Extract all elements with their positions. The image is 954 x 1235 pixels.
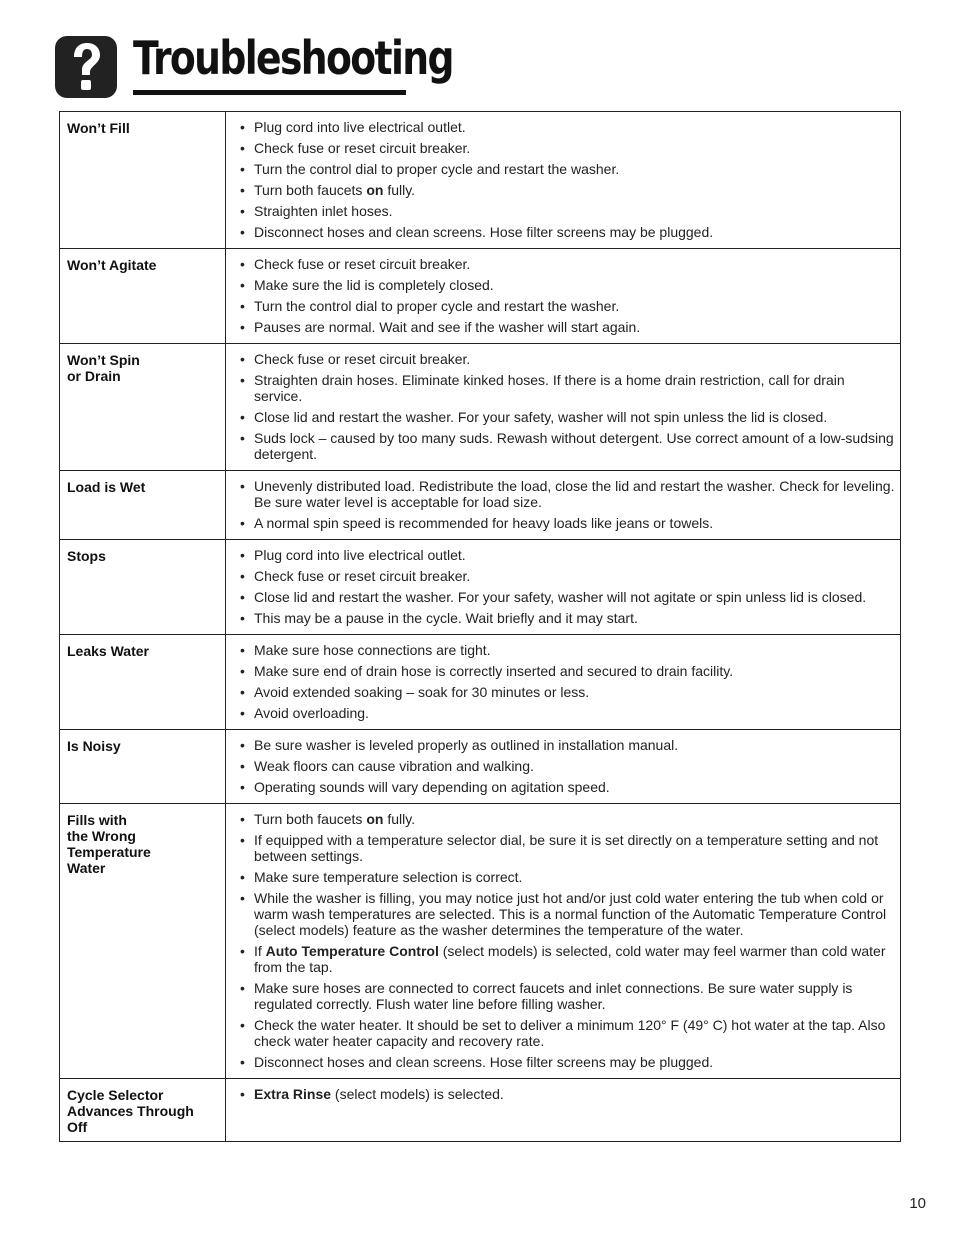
solution-text: Check fuse or reset circuit breaker.: [254, 568, 471, 584]
solution-text: Plug cord into live electrical outlet.: [254, 547, 466, 563]
title-underline: [133, 90, 406, 95]
solution-item: [239, 943, 896, 975]
solution-text: fully.: [383, 811, 416, 827]
solution-list: [239, 1086, 896, 1102]
problem-cell: [60, 804, 226, 1079]
solution-text: Turn both faucets: [254, 811, 367, 827]
problem-label: Water: [67, 860, 106, 876]
solution-text: Make sure end of drain hose is correctly inserted and secured to drain facility.: [254, 663, 734, 679]
table-row: [60, 540, 901, 635]
solutions-cell: [226, 635, 901, 730]
problem-cell: [60, 471, 226, 540]
solution-item: [239, 409, 896, 425]
page-title: Troubleshooting: [133, 31, 453, 85]
solution-text: Avoid overloading.: [254, 705, 369, 721]
solution-item: [239, 119, 896, 135]
solution-item: [239, 568, 896, 584]
table-row: [60, 471, 901, 540]
solution-item: [239, 737, 896, 753]
solution-item: [239, 203, 896, 219]
solution-list: [239, 256, 896, 335]
solution-item: [239, 161, 896, 177]
solution-list: [239, 478, 896, 531]
solutions-cell: [226, 730, 901, 804]
problem-label: Stops: [67, 548, 106, 564]
solutions-cell: [226, 804, 901, 1079]
solution-text: Pauses are normal. Wait and see if the washer will start again.: [254, 319, 641, 335]
problem-label: Is Noisy: [67, 738, 121, 754]
solution-item: [239, 515, 896, 531]
problem-cell: [60, 112, 226, 249]
problem-label: the Wrong: [67, 828, 136, 844]
solution-item: [239, 869, 896, 885]
solution-text: This may be a pause in the cycle. Wait briefly and it may start.: [254, 610, 638, 626]
solution-text: Check fuse or reset circuit breaker.: [254, 256, 471, 272]
solution-list: [239, 119, 896, 240]
table-row: [60, 730, 901, 804]
solution-text: Operating sounds will vary depending on agitation speed.: [254, 779, 610, 795]
problem-label: Off: [67, 1119, 88, 1135]
solution-item: [239, 351, 896, 367]
solution-text: Check the water heater. It should be set to deliver a minimum 120° F (49° C) hot water at the tap. Also check water heater capacity and recovery rate.: [254, 1017, 886, 1049]
problem-label: Won’t Fill: [67, 120, 130, 136]
table-row: [60, 1079, 901, 1142]
emphasis-text: Auto Temperature Control: [265, 943, 439, 959]
emphasis-text: Extra Rinse: [254, 1086, 332, 1102]
problem-label: Won’t Agitate: [67, 257, 157, 273]
solution-text: (select models) is selected.: [331, 1086, 504, 1102]
solution-item: [239, 684, 896, 700]
solution-item: [239, 224, 896, 240]
solution-list: [239, 642, 896, 721]
problem-label: Load is Wet: [67, 479, 146, 495]
solution-text: Straighten drain hoses. Eliminate kinked hoses. If there is a home drain restriction, call for drain service.: [254, 372, 845, 404]
solution-item: [239, 610, 896, 626]
problem-label: Fills with: [67, 812, 127, 828]
problem-label: or Drain: [67, 368, 121, 384]
solution-item: [239, 1054, 896, 1070]
problem-label: Cycle Selector: [67, 1087, 164, 1103]
solutions-cell: [226, 471, 901, 540]
solution-item: [239, 779, 896, 795]
solution-text: If equipped with a temperature selector dial, be sure it is set directly on a temperature setting and not between settings.: [254, 832, 879, 864]
table-row: [60, 344, 901, 471]
solution-item: [239, 1017, 896, 1049]
solution-text: While the washer is filling, you may notice just hot and/or just cold water entering the tub when cold or warm wash temperatures are selected. This is a normal function of the Automatic Temperature Control (select models) feature as the washer determines the temperature of the water.: [254, 890, 887, 938]
solutions-cell: [226, 112, 901, 249]
solutions-cell: [226, 1079, 901, 1142]
solution-item: [239, 298, 896, 314]
solutions-cell: [226, 249, 901, 344]
solution-item: [239, 478, 896, 510]
problem-cell: [60, 249, 226, 344]
solution-item: [239, 277, 896, 293]
solution-item: [239, 182, 896, 198]
solution-list: [239, 737, 896, 795]
solution-text: Check fuse or reset circuit breaker.: [254, 140, 471, 156]
solution-item: [239, 140, 896, 156]
troubleshooting-table: [59, 111, 901, 1142]
solution-item: [239, 663, 896, 679]
problem-label: Leaks Water: [67, 643, 149, 659]
table-row: [60, 804, 901, 1079]
solution-text: Unevenly distributed load. Redistribute the load, close the lid and restart the washer. Check for leveling. Be sure water level is acceptable for load size.: [254, 478, 895, 510]
table-row: [60, 249, 901, 344]
page-number: 10: [909, 1195, 926, 1212]
solution-item: [239, 832, 896, 864]
solution-list: [239, 811, 896, 1070]
solution-text: Make sure the lid is completely closed.: [254, 277, 494, 293]
solution-item: [239, 758, 896, 774]
solution-text: Be sure washer is leveled properly as outlined in installation manual.: [254, 737, 679, 753]
solution-text: Avoid extended soaking – soak for 30 minutes or less.: [254, 684, 590, 700]
solution-item: [239, 642, 896, 658]
solution-text: Disconnect hoses and clean screens. Hose filter screens may be plugged.: [254, 224, 714, 240]
table-row: [60, 112, 901, 249]
solution-item: [239, 589, 896, 605]
solution-item: [239, 980, 896, 1012]
solution-text: Weak floors can cause vibration and walking.: [254, 758, 534, 774]
emphasis-text: on: [366, 811, 384, 827]
solution-text: Plug cord into live electrical outlet.: [254, 119, 466, 135]
solution-item: [239, 811, 896, 827]
solution-text: fully.: [383, 182, 416, 198]
solution-item: [239, 547, 896, 563]
problem-label: Temperature: [67, 844, 151, 860]
solution-item: [239, 372, 896, 404]
solution-list: [239, 547, 896, 626]
solution-text: Suds lock – caused by too many suds. Rewash without detergent. Use correct amount of a low-sudsing detergent.: [254, 430, 894, 462]
problem-cell: [60, 540, 226, 635]
solution-item: [239, 256, 896, 272]
solution-text: Make sure hoses are connected to correct faucets and inlet connections. Be sure water supply is regulated correctly. Flush water line before filling washer.: [254, 980, 853, 1012]
solution-text: If: [254, 943, 266, 959]
solution-text: Check fuse or reset circuit breaker.: [254, 351, 471, 367]
table-row: [60, 635, 901, 730]
problem-label: Won’t Spin: [67, 352, 140, 368]
solution-item: [239, 1086, 896, 1102]
solutions-cell: [226, 344, 901, 471]
solution-item: [239, 890, 896, 938]
solution-text: Disconnect hoses and clean screens. Hose filter screens may be plugged.: [254, 1054, 714, 1070]
solution-text: Turn the control dial to proper cycle and restart the washer.: [254, 298, 620, 314]
problem-label: Advances Through: [67, 1103, 194, 1119]
emphasis-text: on: [366, 182, 384, 198]
solution-text: Make sure temperature selection is correct.: [254, 869, 523, 885]
question-mark-icon: [55, 36, 117, 98]
problem-cell: [60, 1079, 226, 1142]
solution-text: Turn the control dial to proper cycle and restart the washer.: [254, 161, 620, 177]
solution-list: [239, 351, 896, 462]
problem-cell: [60, 344, 226, 471]
solutions-cell: [226, 540, 901, 635]
solution-text: Close lid and restart the washer. For your safety, washer will not agitate or spin unless lid is closed.: [254, 589, 867, 605]
solution-text: A normal spin speed is recommended for heavy loads like jeans or towels.: [254, 515, 714, 531]
problem-cell: [60, 635, 226, 730]
problem-cell: [60, 730, 226, 804]
solution-text: Close lid and restart the washer. For your safety, washer will not spin unless the lid is closed.: [254, 409, 828, 425]
solution-text: Straighten inlet hoses.: [254, 203, 393, 219]
solution-item: [239, 430, 896, 462]
troubleshooting-table-body: [60, 112, 901, 1142]
solution-text: Turn both faucets: [254, 182, 367, 198]
solution-item: [239, 705, 896, 721]
solution-text: (select models) is selected, cold water may feel warmer than cold water from the tap.: [254, 943, 886, 975]
solution-text: Make sure hose connections are tight.: [254, 642, 491, 658]
solution-item: [239, 319, 896, 335]
